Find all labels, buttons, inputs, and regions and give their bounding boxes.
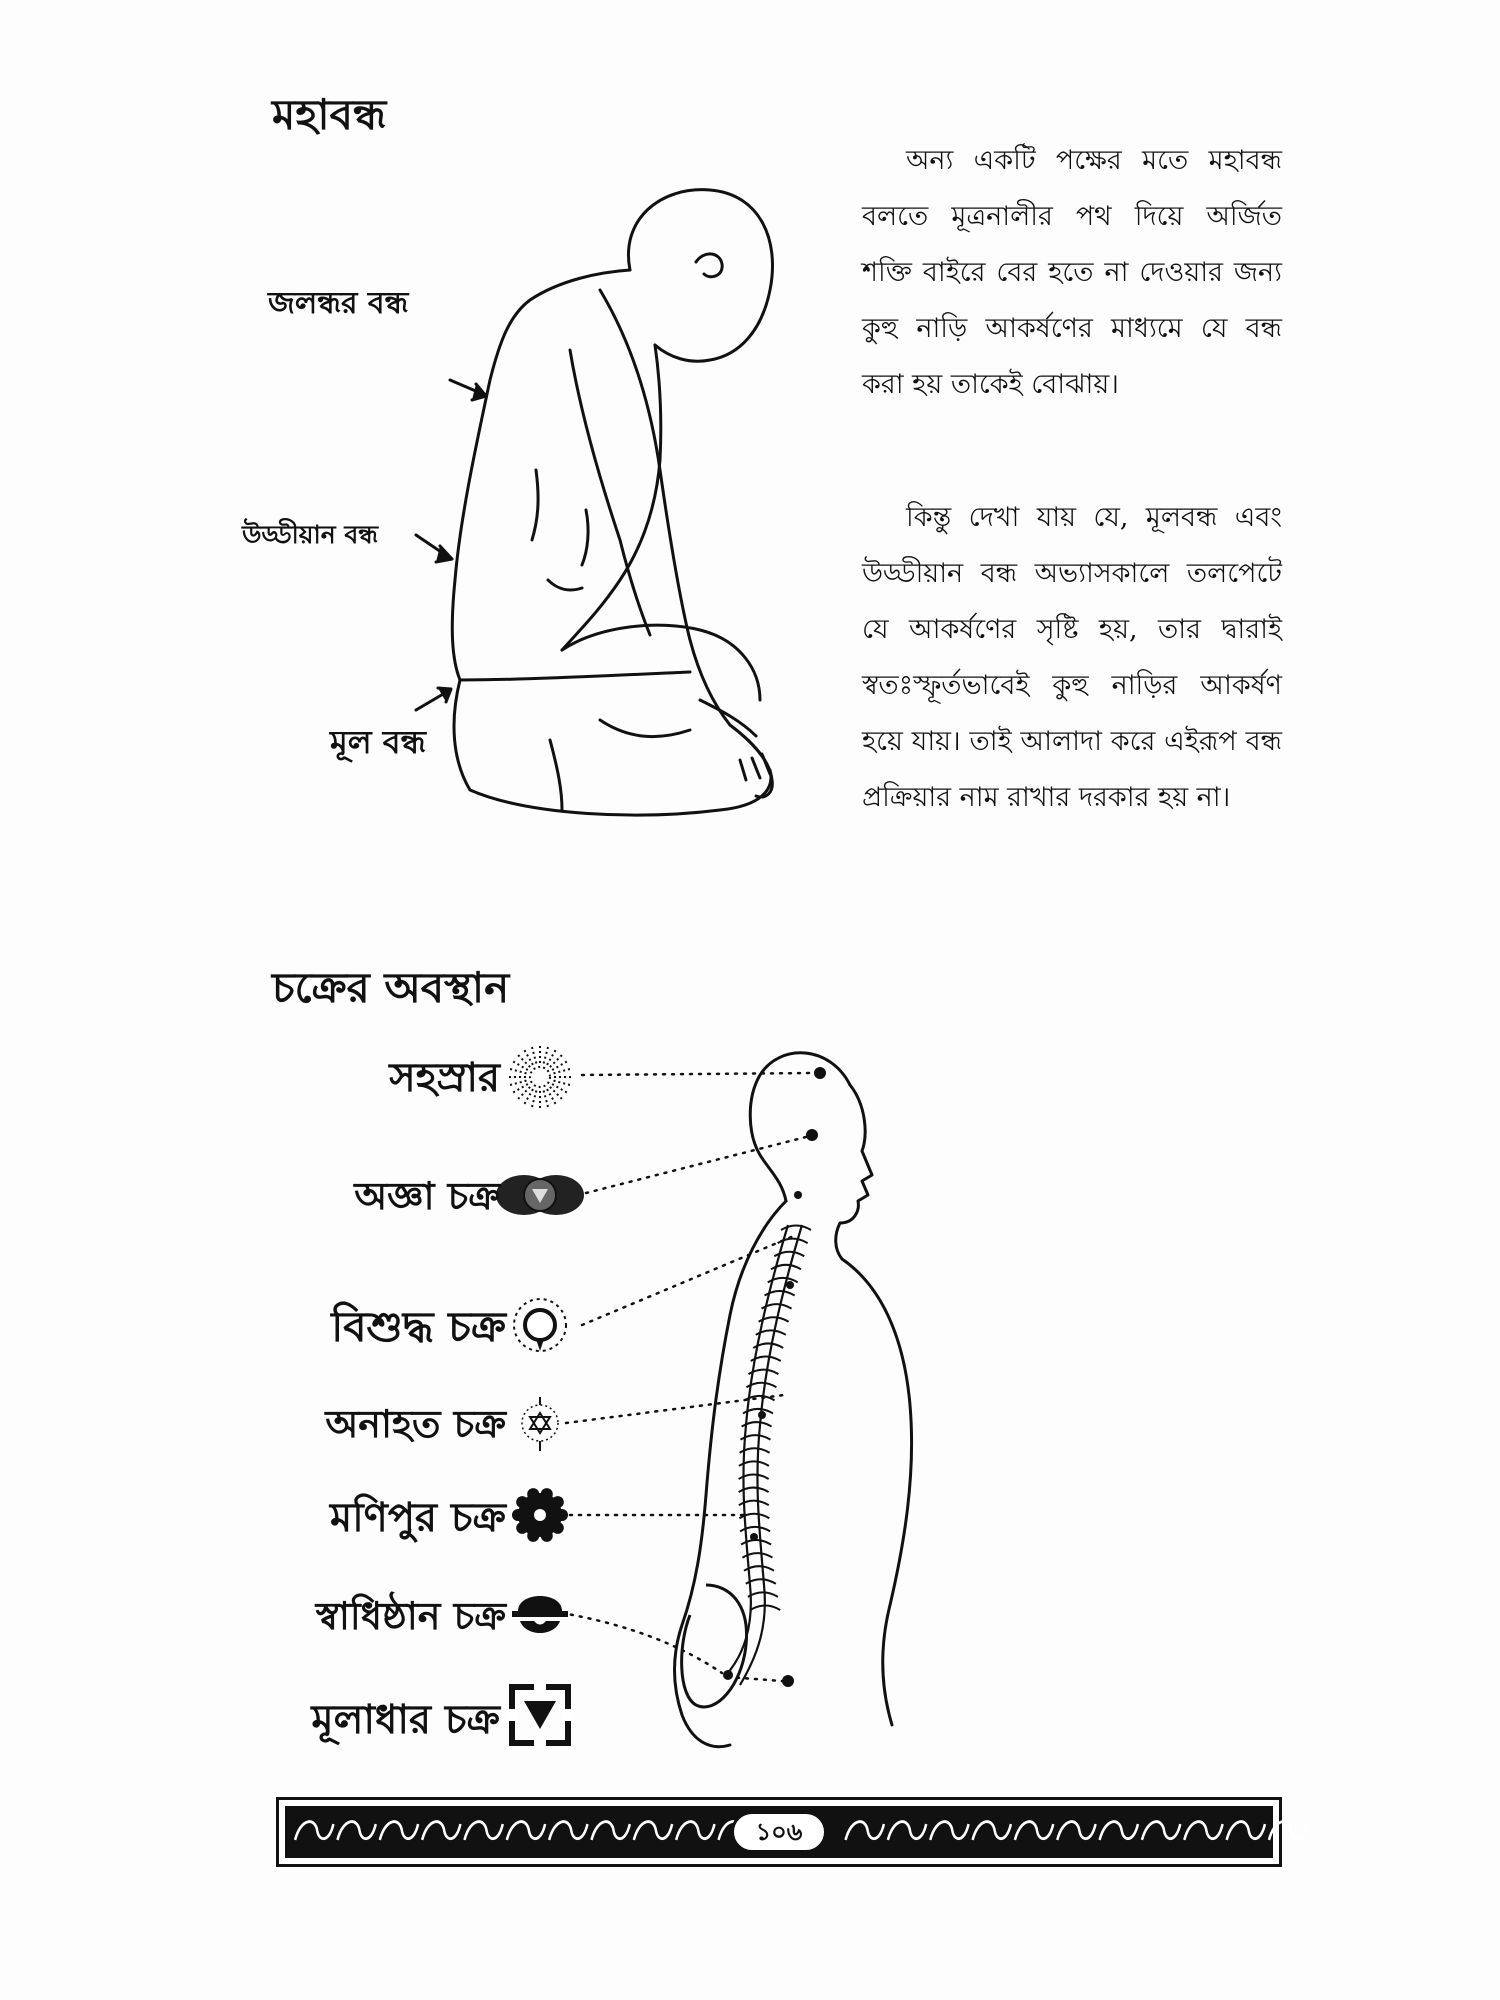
back-outline [452,270,630,680]
vishuddha-icon [514,1299,566,1351]
ear-outline [696,254,722,277]
chakra-label-manipura: মণিপুর চক্র [330,1495,506,1541]
section-heading-mahabandha: মহাবন্ধ [272,90,387,139]
chakra-label-ajna: অজ্ঞা চক্র [354,1174,500,1218]
page-number: ১০৬ [731,1811,827,1853]
svadhisthana-icon [512,1596,568,1633]
label-jalandhara: জলন্ধর বন্ধ [268,286,409,321]
anahata-icon [522,1397,558,1451]
page-footer-border [276,1797,1282,1867]
waist-line [460,672,690,680]
body-outline [675,1053,912,1747]
footer-ornament [285,1806,1273,1858]
thigh-outline [562,625,760,700]
label-uddiyana: উড্ডীয়ান বন্ধ [242,520,379,549]
leader-lines [562,1073,814,1681]
section-heading-chakra-position: চক্রের অবস্থান [272,963,510,1012]
mahabandha-figure [242,180,840,820]
paragraph-mahabandha-1: অন্য একটি পক্ষের মতে মহাবন্ধ বলতে মূত্রনালীর পথ দিয়ে অর্জিত শক্তি বাইরে বের হতে না দেওয়ার জন্য কুহু নাড়ি আকর্ষণের মাধ্যমে যে বন্ধ করা হয় তাকেই বোঝায়। [862,145,1282,400]
sahasrara-icon [506,1043,574,1111]
chakra-figure [311,1025,1010,1765]
ajna-icon [496,1175,584,1215]
chakra-label-svadhisthana: স্বাধিষ্ঠান চক্র [315,1594,506,1638]
chakra-label-sahasrara: সহস্রার [389,1055,500,1101]
arm-outline [600,290,730,725]
pelvis-outline [682,1585,747,1707]
chakra-label-vishuddha: বিশুদ্ধ চক্র [331,1302,506,1351]
chakra-label-anahata: অনাহত চক্র [325,1402,506,1446]
muladhara-icon [508,1683,572,1747]
chakra-label-muladhara: মূলাধার চক্র [311,1697,500,1743]
seat-outline [454,680,771,815]
head-outline [628,190,772,362]
manipura-icon [512,1488,568,1542]
paragraph-mahabandha-2: কিন্তু দেখা যায় যে, মূলবন্ধ এবং উড্ডীয়ান বন্ধ অভ্যাসকালে তলপেটে যে আকর্ষণের সৃষ্টি হয়, তার দ্বারাই স্বতঃস্ফূর্তভাবেই কুহু নাড়ির আকর্ষণ হয়ে যায়। তাই আলাদা করে এইরূপ বন্ধ প্রক্রিয়ার নাম রাখার দরকার হয় না। [862,502,1282,813]
label-mula: মূল বন্ধ [330,723,426,761]
vertebrae [739,1226,811,1611]
